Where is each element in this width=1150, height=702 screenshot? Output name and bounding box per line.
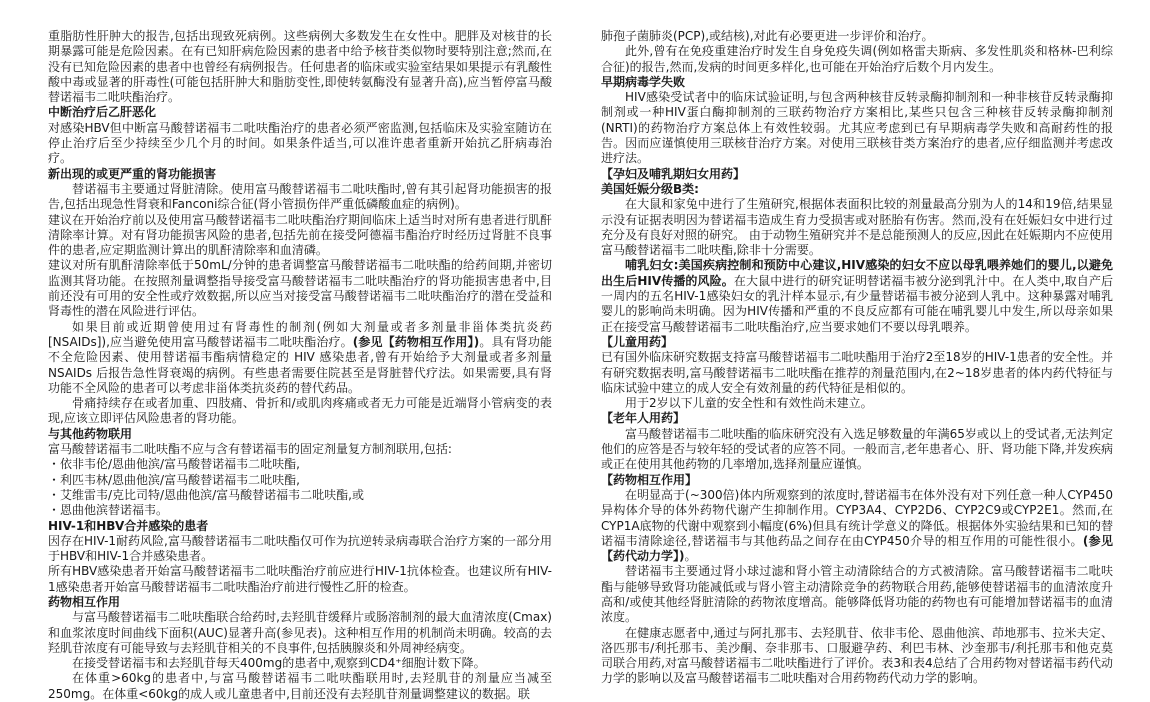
paragraph bbox=[48, 320, 552, 396]
paragraph: 替诺福韦主要通过肾小球过滤和肾小管主动清除结合的方式被清除。富马酸替诺福韦二吡呋酯与能够导致肾功能减低或与肾小管主动清除竞争的药物联合用药,能够使替诺福韦的血清浓度升高和/或使其他经肾脏清除的药物浓度增高。能够降低肾功能的药物也有可能增加替诺福韦的血清浓度。 bbox=[601, 564, 1113, 625]
section-heading: 与其他药物联用 bbox=[48, 426, 133, 441]
paragraph-text: 如果目前或近期曾使用过有肾毒性的制剂(例如大剂量或者多剂量非甾体类抗炎药[NSAIDs]),应当避免使用富马酸替诺福韦二吡呋酯治疗。 bbox=[48, 319, 552, 349]
paragraph-text: 在大鼠中进行的研究证明替诺福韦被分泌到乳汁中。在人类中,取自产后一周内的五名HIV-1感染妇女的乳汁样本显示,有少量替诺福韦被分泌到人乳中。这种暴露对哺乳婴儿的影响尚未明确。因为HIV传播和严重的不良反应都有可能在哺乳婴儿中发生,所以母亲如果正在接受富马酸替诺福韦二吡呋酯治疗,应当要求她们不要以母乳喂养。 bbox=[601, 273, 1114, 334]
paragraph: 此外,曾有在免疫重建治疗时发生自身免疫失调(例如格雷夫斯病、多发性肌炎和格林-巴利综合征)的报告,然而,发病的时间更多样化,也可能在开始治疗后数个月内发生。 bbox=[601, 44, 1113, 74]
paragraph: 肺孢子菌肺炎(PCP),或结核),对此有必要更进一步评价和治疗。 bbox=[601, 29, 934, 43]
paragraph: 建议对所有肌酐清除率低于50mL/分钟的患者调整富马酸替诺福韦二吡呋酯的给药间期,并密切监测其肾功能。在按照剂量调整指导接受富马酸替诺福韦二吡呋酯治疗的肾功能损害患者中,目前还没有可用的安全性或疗效数据,所以应当对接受富马酸替诺福韦二吡呋酯治疗的潜在受益和肾毒性的潜在风险进行评估。 bbox=[48, 258, 552, 319]
paragraph: 在大鼠和家兔中进行了生殖研究,根据体表面积比较的剂量最高分别为人的14和19倍,结果显示没有证据表明因为替诺福韦造成生育力受损害或对胚胎有伤害。然而,没有在妊娠妇女中进行过充分及有良好对照的研究。 由于动物生殖研究并不是总能预测人的反应,因此在妊娠期内不应使用富马酸替诺福韦二吡呋酯,除非十分需要。 bbox=[601, 197, 1113, 258]
left-column bbox=[48, 29, 552, 702]
bold-reference: (参见【药代动力学】) bbox=[601, 533, 1113, 564]
paragraph bbox=[601, 488, 1113, 564]
paragraph: 在健康志愿者中,通过与阿扎那韦、去羟肌苷、依非韦伦、恩曲他滨、茚地那韦、拉米夫定、洛匹那韦/利托那韦、美沙酮、奈非那韦、口服避孕药、利巴韦林、沙奎那韦/利托那韦和他克莫司联合用药,对富马酸替诺福韦二吡呋酯进行了评价。表3和表4总结了合用药物对替诺福韦药代动力学的影响以及富马酸替诺福韦二吡呋酯对合用药物药代动力学的影响。 bbox=[601, 625, 1113, 686]
section-heading: 【孕妇及哺乳期妇女用药】 bbox=[601, 166, 746, 181]
paragraph: 与富马酸替诺福韦二吡呋酯联合给药时,去羟肌苷缓释片或肠溶制剂的最大血清浓度(Cmax)和血浆浓度时间曲线下面积(AUC)显著升高(参见表)。这种相互作用的机制尚未明确。较高的去羟肌苷浓度有可能导致与去羟肌苷相关的不良事件,包括胰腺炎和外周神经病变。 bbox=[48, 610, 552, 655]
section-heading: 【药物相互作用】 bbox=[601, 472, 698, 487]
paragraph: ・利匹韦林/恩曲他滨/富马酸替诺福韦二吡呋酯, bbox=[48, 472, 300, 487]
section-heading: 【儿童用药】 bbox=[601, 334, 674, 349]
paragraph bbox=[601, 258, 1113, 334]
bold-reference: 哺乳妇女:美国疾病控制和预防中心建议,HIV感染的妇女不应以母乳喂养她们的婴儿,以避免出生后HIV传播的风险。 bbox=[601, 258, 1113, 288]
paragraph-text: 。 bbox=[684, 549, 697, 564]
right-column bbox=[601, 29, 1113, 687]
paragraph: 在接受替诺福韦和去羟肌苷每天400mg的患者中,观察到CD4⁺细胞计数下降。 bbox=[72, 656, 486, 671]
paragraph: 已有国外临床研究数据支持富马酸替诺福韦二吡呋酯用于治疗2至18岁的HIV-1患者的安全性。并有研究数据表明,富马酸替诺福韦二吡呋酯在推荐的剂量范围内,在2~18岁患者的体内药代特征与临床试验中建立的成人安全有效剂量的药代特征是相似的。 bbox=[601, 350, 1113, 395]
paragraph: 在体重>60kg的患者中,与富马酸替诺福韦二吡呋酯联用时,去羟肌苷的剂量应当减至250mg。在体重<60kg的成人或儿童患者中,目前还没有去羟肌苷剂量调整建议的数据。联 bbox=[48, 671, 552, 701]
paragraph: 因存在HIV-1耐药风险,富马酸替诺福韦二吡呋酯仅可作为抗逆转录病毒联合治疗方案的一部分用于HBV和HIV-1合并感染患者。 bbox=[48, 533, 552, 564]
paragraph: 重脂肪性肝肿大的报告,包括出现致死病例。这些病例大多数发生在女性中。肥胖及对核苷的长期暴露可能是危险因素。在有已知肝病危险因素的患者中给予核苷类似物时要特别注意;然而,在没有已知危险因素的患者中也曾经有病例报告。任何患者的临床或实验室结果如果提示有乳酸性酸中毒或显著的肝毒性(可能包括肝肿大和脂肪变性,即使转氨酶没有显著升高),应当暂停富马酸替诺福韦二吡呋酯治疗。 bbox=[48, 29, 553, 105]
section-heading: 药物相互作用 bbox=[48, 594, 121, 609]
section-heading: 早期病毒学失败 bbox=[601, 74, 686, 89]
paragraph: 建议在开始治疗前以及使用富马酸替诺福韦二吡呋酯治疗期间临床上适当时对所有患者进行肌酐清除率计算。对有肾功能损害风险的患者,包括先前在接受阿德福韦酯治疗时经历过肾脏不良事件的患者,应定期监测计算出的肌酐清除率和血清磷。 bbox=[48, 212, 553, 258]
paragraph: ・依非韦伦/恩曲他滨/富马酸替诺福韦二吡呋酯, bbox=[48, 457, 300, 472]
section-heading: 【老年人用药】 bbox=[601, 411, 686, 426]
bold-reference: (参见【药物相互作用】) bbox=[352, 334, 480, 349]
paragraph-text: 。具有肾功能不全危险因素、使用替诺福韦酯病情稳定的 HIV 感染患者,曾有开始给予大剂量或者多剂量 NSAIDs 后报告急性肾衰竭的病例。有些患者需要住院甚至是肾脏替代疗法。如果需要,具有肾功能不全风险的患者可以考虑非甾体类抗炎药的替代药品。 bbox=[48, 334, 552, 395]
paragraph-text: 在明显高于(~300倍)体内所观察到的浓度时,替诺福韦在体外没有对下列任意一种人CYP450异构体介导的体外药物代谢产生抑制作用。CYP3A4、CYP2D6、CYP2C9或CYP2E1。然而,在 CYP1A底物的代谢中观察到小幅度(6%)但具有统计学意义的降低。根据体外实验结果和已知的替诺福韦清除途径,替诺福韦与其他药品之间存在由CYP450介导的相互作用的可能性很小。 bbox=[601, 487, 1113, 548]
section-heading: HIV-1和HBV合并感染的患者 bbox=[48, 518, 209, 533]
paragraph: 对感染HBV但中断富马酸替诺福韦二吡呋酯治疗的患者必须严密监测,包括临床及实验室随访在停止治疗后至少持续至少几个月的时间。如果条件适当,可以准许患者重新开始抗乙肝病毒治疗。 bbox=[48, 120, 552, 166]
paragraph: 替诺福韦主要通过肾脏清除。使用富马酸替诺福韦二吡呋酯时,曾有其引起肾功能损害的报告,包括出现急性肾衰和Fanconi综合征(肾小管损伤伴严重低磷酸血症的病例)。 bbox=[48, 181, 552, 212]
paragraph: 富马酸替诺福韦二吡呋酯的临床研究没有入选足够数量的年满65岁或以上的受试者,无法判定他们的应答是否与较年轻的受试者的应答不同。一般而言,老年患者心、肝、肾功能下降,并发疾病或正在使用其他药物的几率增加,选择剂量应谨慎。 bbox=[601, 426, 1113, 472]
paragraph: 骨痛持续存在或者加重、四肢痛、骨折和/或肌肉疼痛或者无力可能是近端肾小管病变的表现,应该立即评估风险患者的肾功能。 bbox=[48, 396, 552, 426]
section-heading: 美国妊娠分级B类: bbox=[601, 181, 699, 196]
paragraph: 用于2岁以下儿童的安全性和有效性尚未建立。 bbox=[625, 396, 873, 411]
paragraph: HIV感染受试者中的临床试验证明,与包含两种核苷反转录酶抑制剂和一种非核苷反转录酶抑制剂或一种HIV蛋白酶抑制剂的三联药物治疗方案相比,某些只包含三种核苷反转录酶抑制剂(NRTI)的药物治疗方案总体上有效性较弱。尤其应考虑到已有早期病毒学失败和高耐药性的报告。因而应谨慎使用三联核苷治疗方案。对使用三联核苷类方案治疗的患者,应仔细监测并考虑改进疗法。 bbox=[601, 90, 1113, 166]
section-heading: 新出现的或更严重的肾功能损害 bbox=[48, 166, 217, 181]
paragraph: 富马酸替诺福韦二吡呋酯不应与含有替诺福韦的固定剂量复方制剂联用,包括: bbox=[48, 442, 452, 457]
section-heading: 中断治疗后乙肝恶化 bbox=[48, 105, 157, 120]
paragraph: 所有HBV感染患者开始富马酸替诺福韦二吡呋酯治疗前应进行HIV-1抗体检查。也建议所有HIV-1感染患者开始富马酸替诺福韦二吡呋酯治疗前进行慢性乙肝的检查。 bbox=[48, 564, 552, 594]
paragraph: ・恩曲他滨替诺福韦。 bbox=[48, 503, 169, 518]
paragraph: ・艾维雷韦/克比司特/恩曲他滨/富马酸替诺福韦二吡呋酯,或 bbox=[48, 487, 364, 502]
